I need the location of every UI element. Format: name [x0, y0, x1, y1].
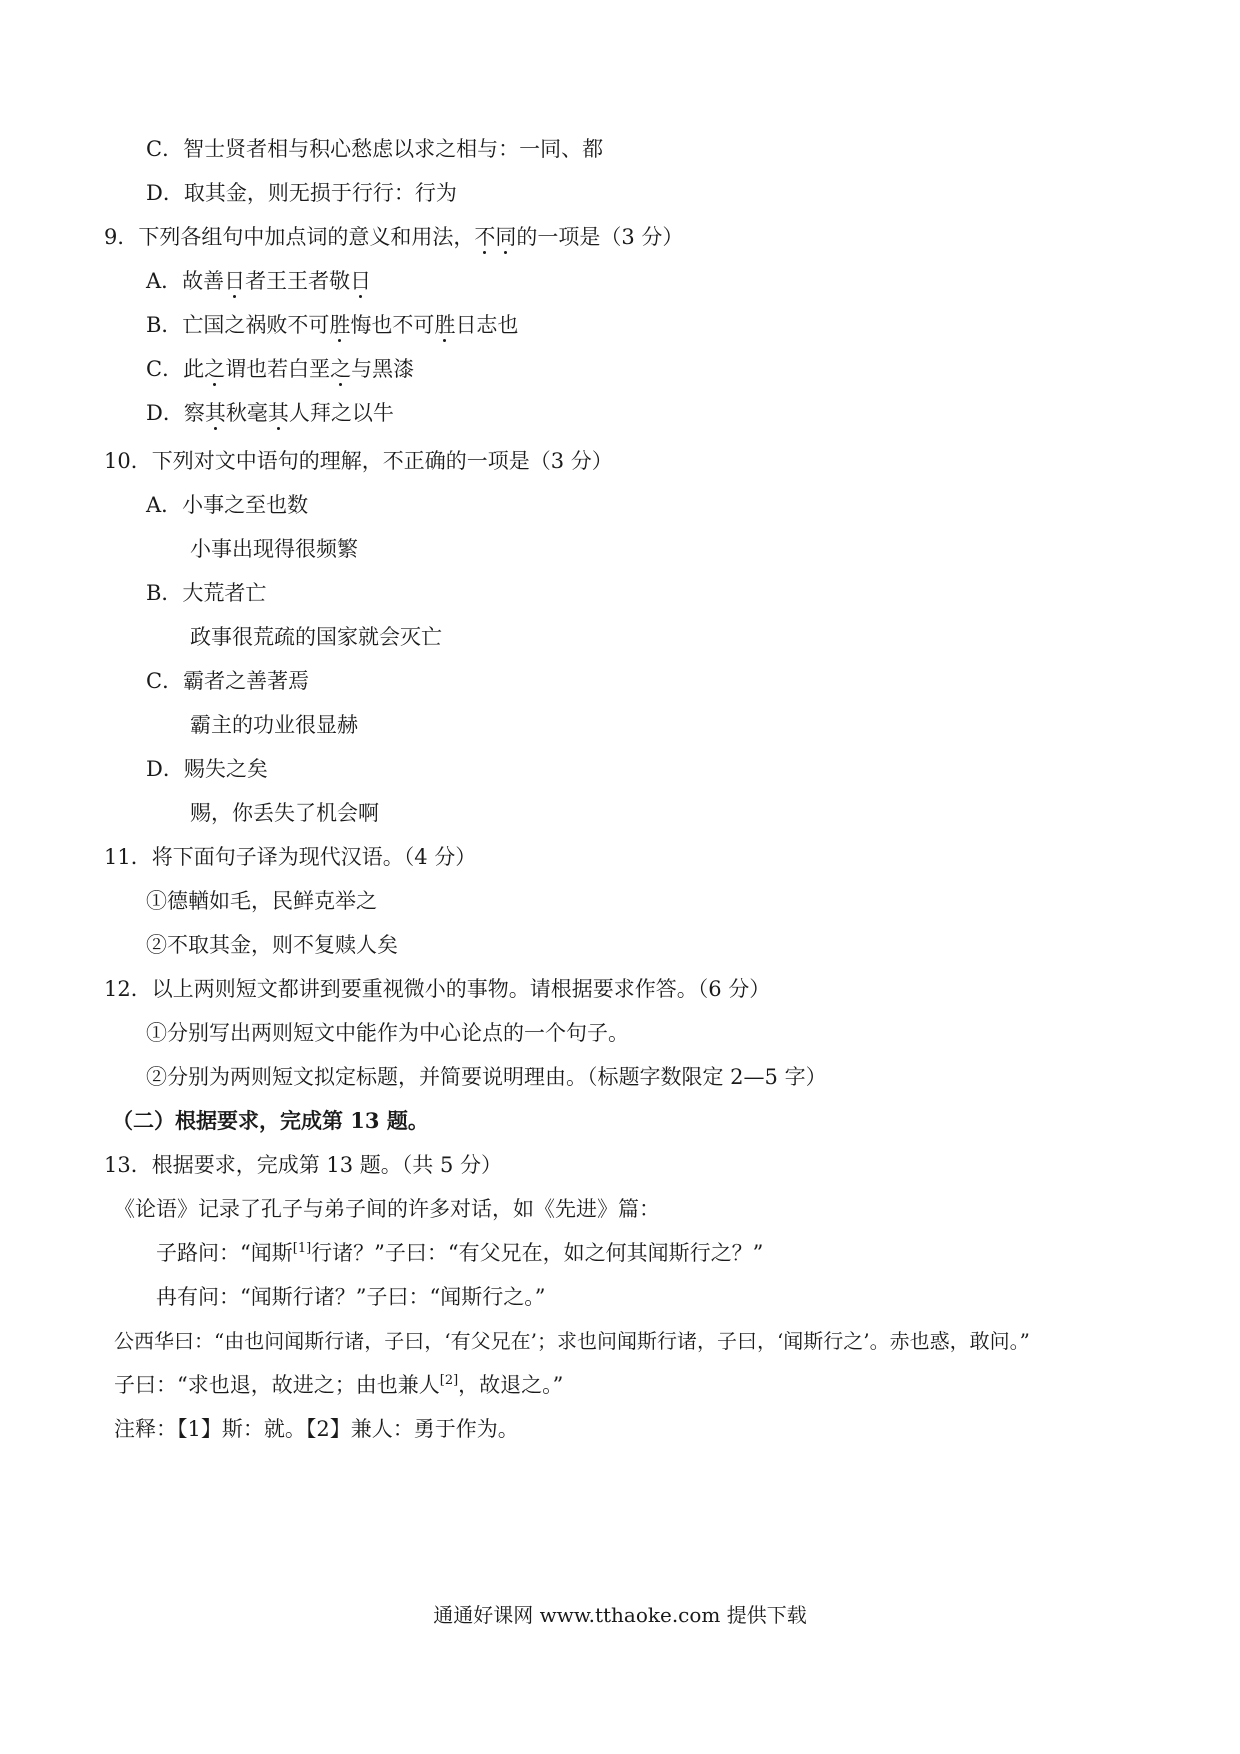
q13-dialogue-2: 冉有问：“闻斯行诸？”子曰：“闻斯行之。” [156, 1285, 546, 1309]
q12-subquestion-2: ②分别为两则短文拟定标题，并简要说明理由。（标题字数限定 2—5 字） [146, 1065, 827, 1089]
option-text: 悔也不可 [350, 313, 435, 337]
q10-option-c-explanation: 霸主的功业很显赫 [190, 713, 358, 737]
q10-option-a: A．小事之至也数 [146, 493, 309, 517]
option-text: 谓也若白垩 [225, 357, 331, 381]
q10-option-c: C．霸者之善著焉 [146, 669, 310, 693]
option-text: C．此 [146, 357, 205, 381]
option-text: 秋毫 [225, 401, 268, 425]
option-text: 日志也 [455, 313, 519, 337]
q10-option-b-explanation: 政事很荒疏的国家就会灭亡 [190, 625, 442, 649]
q13-intro: 《论语》记录了孔子与弟子间的许多对话，如《先进》篇： [114, 1197, 660, 1221]
q10-option-d-explanation: 赐，你丢失了机会啊 [190, 801, 379, 825]
option-text: A．故善 [146, 269, 225, 293]
option-text: 人拜之以牛 [288, 401, 394, 425]
option-text: B．亡国之祸败不可 [146, 313, 330, 337]
q13-dialogue-1 [156, 1238, 763, 1268]
dialogue-text: 行诸？”子曰：“有父兄在，如之何其闻斯行之？” [311, 1241, 764, 1265]
q13-note: 注释：【1】斯：就。【2】兼人：勇于作为。 [114, 1417, 519, 1441]
q13-dialogue-4 [114, 1370, 563, 1400]
q11-sentence-1: ①德輶如毛，民鲜克举之 [146, 889, 377, 913]
dotted-word: 日 [224, 269, 246, 293]
q9-dotted-word: 同 [495, 225, 517, 249]
q9-stem-text: 9．下列各组句中加点词的意义和用法， [104, 225, 475, 249]
dotted-word: 其 [204, 401, 226, 425]
dotted-word: 其 [267, 401, 289, 425]
dialogue-text: 子路问：“闻斯 [156, 1241, 293, 1265]
q9-option-a [146, 266, 371, 296]
dotted-word: 之 [330, 357, 352, 381]
option-text: 者王王者敬 [245, 269, 351, 293]
q9-option-b [146, 310, 518, 340]
dotted-word: 胜 [434, 313, 456, 337]
q12-subquestion-1: ①分别写出两则短文中能作为中心论点的一个句子。 [146, 1021, 629, 1045]
q9-stem-text: 的一项是（3 分） [516, 225, 684, 249]
q9-option-c [146, 354, 414, 384]
q10-option-b: B．大荒者亡 [146, 581, 267, 605]
q13-dialogue-3: 公西华曰：“由也问闻斯行诸，子曰，‘有父兄在’；求也问闻斯行诸，子曰，‘闻斯行之’。赤也惑，敢问。” [114, 1329, 1030, 1353]
q10-option-d: D．赐失之矣 [146, 757, 268, 781]
dotted-word: 日 [350, 269, 372, 293]
section-2-heading: （二）根据要求，完成第 13 题。 [112, 1108, 429, 1133]
dialogue-text: ，故退之。” [458, 1373, 564, 1397]
dotted-word: 胜 [329, 313, 351, 337]
q10-stem: 10．下列对文中语句的理解，不正确的一项是（3 分） [104, 449, 613, 473]
q12-stem: 12．以上两则短文都讲到要重视微小的事物。请根据要求作答。（6 分） [104, 977, 771, 1001]
footnote-marker: [2] [439, 1373, 459, 1388]
q11-sentence-2: ②不取其金，则不复赎人矣 [146, 933, 398, 957]
q9-stem [104, 222, 683, 252]
q13-stem: 13．根据要求，完成第 13 题。（共 5 分） [104, 1153, 503, 1177]
q9-dotted-word: 不 [474, 225, 496, 249]
page-footer: 通通好课网 www.tthaoke.com 提供下载 [433, 1603, 807, 1627]
option-text: D．察 [146, 401, 205, 425]
q8-option-d: D．取其金，则无损于行行：行为 [146, 181, 457, 205]
q10-option-a-explanation: 小事出现得很频繁 [190, 537, 358, 561]
q9-option-d [146, 398, 394, 428]
dialogue-text: 子曰：“求也退，故进之；由也兼人 [114, 1373, 440, 1397]
footnote-marker: [1] [292, 1241, 312, 1256]
q8-option-c: C．智士贤者相与积心愁虑以求之相与：一同、都 [146, 137, 604, 161]
option-text: 与黑漆 [351, 357, 415, 381]
q11-stem: 11．将下面句子译为现代汉语。（4 分） [104, 845, 477, 869]
dotted-word: 之 [204, 357, 226, 381]
